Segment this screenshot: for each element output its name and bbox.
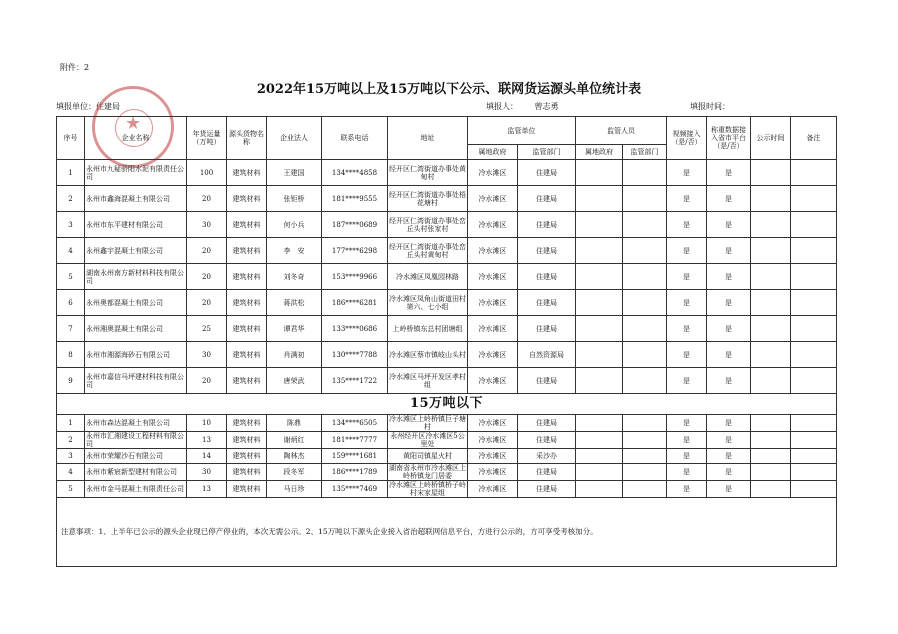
cell-phone: 186****6281 — [322, 290, 388, 316]
cell-gov: 冷水滩区 — [468, 316, 518, 342]
cell-dept: 住建局 — [518, 238, 576, 264]
cell-company: 永州市东平建材有限公司 — [85, 212, 187, 238]
cell-pgov — [576, 368, 623, 394]
col-goods: 源头货物名称 — [227, 117, 267, 160]
cell-phone: 181****9555 — [322, 186, 388, 212]
cell-ptime — [751, 212, 791, 238]
cell-phone: 135****1722 — [322, 368, 388, 394]
col-address: 地址 — [388, 117, 468, 160]
cell-gov: 冷水滩区 — [468, 464, 518, 481]
cell-weigh: 是 — [707, 160, 751, 186]
cell-volume: 100 — [187, 160, 227, 186]
cell-gov: 冷水滩区 — [468, 238, 518, 264]
cell-pdept — [623, 160, 667, 186]
cell-pdept — [623, 238, 667, 264]
cell-address: 冷水滩区蔡市镇岐山头村 — [388, 342, 468, 368]
col-supervise-unit: 监管单位 — [468, 117, 576, 145]
cell-gov: 冷水滩区 — [468, 160, 518, 186]
cell-remark — [791, 368, 837, 394]
cell-pgov — [576, 186, 623, 212]
col-unit-gov: 属地政府 — [468, 145, 518, 160]
page-title: 2022年15万吨以上及15万吨以下公示、联网货运源头单位统计表 — [256, 82, 642, 97]
col-remark: 备注 — [791, 117, 837, 160]
cell-legal: 陈鼎 — [267, 415, 322, 432]
table-row — [57, 160, 837, 186]
cell-remark — [791, 464, 837, 481]
cell-gov: 冷水滩区 — [468, 481, 518, 498]
cell-video: 是 — [667, 186, 707, 212]
cell-volume: 20 — [187, 186, 227, 212]
cell-gov: 冷水滩区 — [468, 368, 518, 394]
table-row — [57, 432, 837, 449]
cell-company: 永州鑫宇混凝土有限公司 — [85, 238, 187, 264]
cell-volume: 30 — [187, 464, 227, 481]
cell-company: 永州市湘源海砂石有限公司 — [85, 342, 187, 368]
cell-seq: 2 — [57, 432, 85, 449]
col-company-text: 企业名称 — [121, 134, 150, 142]
col-phone: 联系电话 — [322, 117, 388, 160]
note-row — [57, 498, 837, 567]
cell-pdept — [623, 464, 667, 481]
cell-address: 经开区仁湾街道办事处梧花塘村 — [388, 186, 468, 212]
cell-remark — [791, 415, 837, 432]
cell-volume: 14 — [187, 449, 227, 464]
col-supervise-person: 监管人员 — [576, 117, 667, 145]
cell-pgov — [576, 316, 623, 342]
cell-phone: 181****7777 — [322, 432, 388, 449]
cell-dept: 住建局 — [518, 160, 576, 186]
cell-remark — [791, 342, 837, 368]
cell-goods: 建筑材料 — [227, 316, 267, 342]
cell-goods: 建筑材料 — [227, 290, 267, 316]
cell-pdept — [623, 186, 667, 212]
cell-address: 冷水滩区凤凰园林路 — [388, 264, 468, 290]
cell-weigh: 是 — [707, 464, 751, 481]
cell-legal: 谭君华 — [267, 316, 322, 342]
cell-dept: 采沙办 — [518, 449, 576, 464]
cell-goods: 建筑材料 — [227, 368, 267, 394]
cell-legal: 肖满初 — [267, 342, 322, 368]
cell-volume: 25 — [187, 316, 227, 342]
col-volume: 年货运量（万吨） — [187, 117, 227, 160]
cell-gov: 冷水滩区 — [468, 264, 518, 290]
cell-company: 永州奥都混凝土有限公司 — [85, 290, 187, 316]
cell-address: 湖南省永州市冷水滩区上岭桥镇龙门居委 — [389, 464, 466, 480]
cell-remark — [791, 264, 837, 290]
cell-pgov — [576, 238, 623, 264]
cell-video: 是 — [667, 160, 707, 186]
cell-ptime — [751, 264, 791, 290]
cell-volume: 20 — [187, 368, 227, 394]
cell-address: 经开区仁湾街道办事处峦丘头村张家村 — [388, 212, 468, 238]
table-row — [57, 415, 837, 432]
cell-address: 冷水滩区上岭桥镇巨子塘村 — [389, 415, 466, 431]
cell-seq: 4 — [57, 464, 85, 481]
cell-weigh: 是 — [707, 415, 751, 432]
cell-dept: 住建局 — [518, 316, 576, 342]
note-text: 注意事项：1、上半年已公示的源头企业现已停产停业的，本次无需公示。2、15万吨以下源头企业接入省治超联网信息平台，方进行公示的，方可享受考核加分。 — [57, 498, 837, 567]
cell-volume: 20 — [187, 264, 227, 290]
cell-video: 是 — [667, 342, 707, 368]
cell-company: 永州市荣耀沙石有限公司 — [85, 449, 187, 464]
table-row — [57, 238, 837, 264]
cell-volume: 13 — [187, 481, 227, 498]
cell-legal: 蒋洪松 — [267, 290, 322, 316]
cell-gov: 冷水滩区 — [468, 212, 518, 238]
cell-ptime — [751, 464, 791, 481]
cell-gov: 冷水滩区 — [468, 432, 518, 449]
cell-ptime — [751, 449, 791, 464]
cell-ptime — [751, 186, 791, 212]
cell-video: 是 — [667, 464, 707, 481]
table-row — [57, 449, 837, 464]
cell-legal: 谢炳红 — [267, 432, 322, 449]
cell-legal: 段冬军 — [267, 464, 322, 481]
cell-ptime — [751, 238, 791, 264]
cell-address: 黄阳司镇星火村 — [388, 449, 468, 464]
cell-phone: 130****7788 — [322, 342, 388, 368]
seal-star-icon: ★ — [125, 113, 142, 134]
cell-volume: 13 — [187, 432, 227, 449]
cell-legal: 马日珍 — [267, 481, 322, 498]
cell-pdept — [623, 415, 667, 432]
cell-remark — [791, 432, 837, 449]
col-publicity-time: 公示时间 — [751, 117, 791, 160]
section-row — [57, 394, 837, 415]
cell-seq: 8 — [57, 342, 85, 368]
cell-legal: 王建国 — [267, 160, 322, 186]
attachment-label: 附件：2 — [60, 63, 90, 72]
fill-unit-label: 填报单位： — [56, 102, 96, 111]
cell-legal: 刘冬奇 — [267, 264, 322, 290]
cell-dept: 住建局 — [518, 415, 576, 432]
cell-video: 是 — [667, 290, 707, 316]
cell-volume: 20 — [187, 290, 227, 316]
cell-goods: 建筑材料 — [227, 432, 267, 449]
cell-address: 冷水滩区马坪开发区孝村组 — [388, 368, 468, 394]
cell-seq: 2 — [57, 186, 85, 212]
cell-company: 永州市汇湘建设工程材料有限公司 — [85, 432, 187, 449]
cell-pdept — [623, 449, 667, 464]
cell-phone: 134****4858 — [322, 160, 388, 186]
cell-remark — [791, 316, 837, 342]
cell-remark — [791, 160, 837, 186]
cell-ptime — [751, 290, 791, 316]
col-legal: 企业法人 — [267, 117, 322, 160]
cell-seq: 1 — [57, 160, 85, 186]
cell-goods: 建筑材料 — [227, 160, 267, 186]
cell-goods: 建筑材料 — [227, 415, 267, 432]
cell-dept: 住建局 — [518, 368, 576, 394]
cell-pdept — [623, 481, 667, 498]
col-weigh: 称重数据接入省市平台（是/否） — [707, 117, 751, 160]
col-unit-dept: 监管部门 — [518, 145, 576, 160]
table-row — [57, 342, 837, 368]
col-company — [85, 117, 187, 160]
cell-video: 是 — [667, 264, 707, 290]
cell-pgov — [576, 415, 623, 432]
cell-weigh: 是 — [707, 212, 751, 238]
cell-pdept — [623, 342, 667, 368]
cell-dept: 住建局 — [518, 290, 576, 316]
cell-ptime — [751, 316, 791, 342]
table-row — [57, 264, 837, 290]
cell-seq: 3 — [57, 212, 85, 238]
cell-address: 冷水滩区上岭桥镇桥子岭村宋家屋组 — [389, 481, 466, 497]
cell-video: 是 — [667, 481, 707, 498]
cell-company: 永州湘奥混凝土有限公司 — [85, 316, 187, 342]
table-row — [57, 316, 837, 342]
table-row — [57, 212, 837, 238]
cell-volume: 30 — [187, 342, 227, 368]
cell-remark — [791, 186, 837, 212]
cell-video: 是 — [667, 368, 707, 394]
cell-pgov — [576, 290, 623, 316]
cell-remark — [791, 290, 837, 316]
col-video: 视频接入（是/否） — [667, 117, 707, 160]
fill-unit-value: 住建局 — [96, 102, 120, 111]
cell-pgov — [576, 264, 623, 290]
filler-name: 曾志勇 — [534, 102, 559, 111]
cell-phone: 186****1789 — [322, 464, 388, 481]
col-person-gov: 属地政府 — [576, 145, 623, 160]
cell-goods: 建筑材料 — [227, 449, 267, 464]
cell-weigh: 是 — [707, 316, 751, 342]
cell-pdept — [623, 368, 667, 394]
cell-gov: 冷水滩区 — [468, 449, 518, 464]
col-person-dept: 监管部门 — [623, 145, 667, 160]
cell-dept: 自然资源局 — [518, 342, 576, 368]
cell-pgov — [576, 342, 623, 368]
fill-time-label: 填报时间： — [690, 102, 730, 111]
section-title: 15万吨以下 — [57, 394, 837, 415]
statistics-table — [56, 116, 837, 567]
cell-seq: 3 — [57, 449, 85, 464]
col-seq: 序号 — [57, 117, 85, 160]
cell-seq: 5 — [57, 264, 85, 290]
cell-seq: 6 — [57, 290, 85, 316]
cell-video: 是 — [667, 415, 707, 432]
cell-goods: 建筑材料 — [227, 212, 267, 238]
cell-ptime — [751, 432, 791, 449]
table-row — [57, 186, 837, 212]
table-row — [57, 464, 837, 481]
cell-gov: 冷水滩区 — [468, 290, 518, 316]
cell-weigh: 是 — [707, 238, 751, 264]
cell-volume: 20 — [187, 238, 227, 264]
cell-goods: 建筑材料 — [227, 186, 267, 212]
cell-address: 冷水滩区凤角山街道田村第六、七小组 — [388, 290, 468, 316]
cell-pgov — [576, 449, 623, 464]
cell-goods: 建筑材料 — [227, 481, 267, 498]
cell-video: 是 — [667, 238, 707, 264]
cell-ptime — [751, 481, 791, 498]
table-row — [57, 368, 837, 394]
cell-pgov — [576, 481, 623, 498]
cell-seq: 4 — [57, 238, 85, 264]
cell-company: 永州市森达混凝土有限公司 — [85, 415, 187, 432]
cell-company: 永州市紫宸新型建材有限公司 — [85, 464, 187, 481]
cell-gov: 冷水滩区 — [468, 415, 518, 432]
cell-legal: 李 安 — [267, 238, 322, 264]
cell-ptime — [751, 368, 791, 394]
cell-company: 永州市嘉信马坪建材科技有限公司 — [85, 368, 187, 394]
cell-phone: 159****1681 — [322, 449, 388, 464]
cell-ptime — [751, 342, 791, 368]
cell-weigh: 是 — [707, 432, 751, 449]
cell-address: 经开区仁湾街道办事处峦丘头村黄甸村 — [388, 238, 468, 264]
cell-weigh: 是 — [707, 449, 751, 464]
table-row — [57, 481, 837, 498]
cell-phone: 134****6505 — [322, 415, 388, 432]
cell-legal: 陶林杰 — [267, 449, 322, 464]
cell-pdept — [623, 212, 667, 238]
cell-dept: 住建局 — [518, 186, 576, 212]
cell-phone: 135****7469 — [322, 481, 388, 498]
cell-goods: 建筑材料 — [227, 342, 267, 368]
cell-dept: 住建局 — [518, 432, 576, 449]
cell-dept: 住建局 — [518, 481, 576, 498]
cell-video: 是 — [667, 449, 707, 464]
cell-weigh: 是 — [707, 186, 751, 212]
cell-video: 是 — [667, 212, 707, 238]
cell-pdept — [623, 316, 667, 342]
cell-legal: 唐荣武 — [267, 368, 322, 394]
cell-weigh: 是 — [707, 481, 751, 498]
cell-remark — [791, 212, 837, 238]
cell-pdept — [623, 432, 667, 449]
cell-ptime — [751, 415, 791, 432]
cell-company: 湖南永州南方新材料科技有限公司 — [85, 264, 187, 290]
cell-remark — [791, 449, 837, 464]
cell-seq: 9 — [57, 368, 85, 394]
cell-goods: 建筑材料 — [227, 264, 267, 290]
cell-address: 上岭桥镇东总村团塘组 — [388, 316, 468, 342]
cell-dept: 住建局 — [518, 264, 576, 290]
cell-phone: 187****0689 — [322, 212, 388, 238]
cell-weigh: 是 — [707, 264, 751, 290]
cell-weigh: 是 — [707, 368, 751, 394]
cell-remark — [791, 481, 837, 498]
cell-dept: 住建局 — [518, 212, 576, 238]
cell-pgov — [576, 464, 623, 481]
cell-gov: 冷水滩区 — [468, 186, 518, 212]
cell-video: 是 — [667, 316, 707, 342]
cell-address: 经开区仁湾街道办事处黄甸村 — [388, 160, 468, 186]
cell-volume: 10 — [187, 415, 227, 432]
cell-company: 永州市九疑骄阳水泥有限责任公司 — [85, 160, 187, 186]
cell-legal: 张钜桥 — [267, 186, 322, 212]
cell-phone: 153****9966 — [322, 264, 388, 290]
cell-seq: 5 — [57, 481, 85, 498]
cell-company: 永州市金马混凝土有限责任公司 — [85, 481, 187, 498]
cell-pgov — [576, 432, 623, 449]
cell-seq: 1 — [57, 415, 85, 432]
cell-volume: 30 — [187, 212, 227, 238]
cell-legal: 何小兵 — [267, 212, 322, 238]
cell-pdept — [623, 264, 667, 290]
cell-phone: 133****0686 — [322, 316, 388, 342]
cell-weigh: 是 — [707, 290, 751, 316]
cell-video: 是 — [667, 432, 707, 449]
cell-pgov — [576, 212, 623, 238]
table-row — [57, 290, 837, 316]
cell-seq: 7 — [57, 316, 85, 342]
cell-remark — [791, 238, 837, 264]
cell-company: 永州市鑫海混凝土有限公司 — [85, 186, 187, 212]
cell-goods: 建筑材料 — [227, 464, 267, 481]
cell-weigh: 是 — [707, 342, 751, 368]
cell-pgov — [576, 160, 623, 186]
cell-ptime — [751, 160, 791, 186]
cell-phone: 177****6298 — [322, 238, 388, 264]
cell-address: 永州经开区冷水滩区5公里处 — [388, 432, 468, 449]
filler — [486, 101, 559, 112]
filler-label: 填报人： — [486, 102, 518, 111]
cell-pdept — [623, 290, 667, 316]
cell-dept: 住建局 — [518, 464, 576, 481]
cell-gov: 冷水滩区 — [468, 342, 518, 368]
cell-goods: 建筑材料 — [227, 238, 267, 264]
